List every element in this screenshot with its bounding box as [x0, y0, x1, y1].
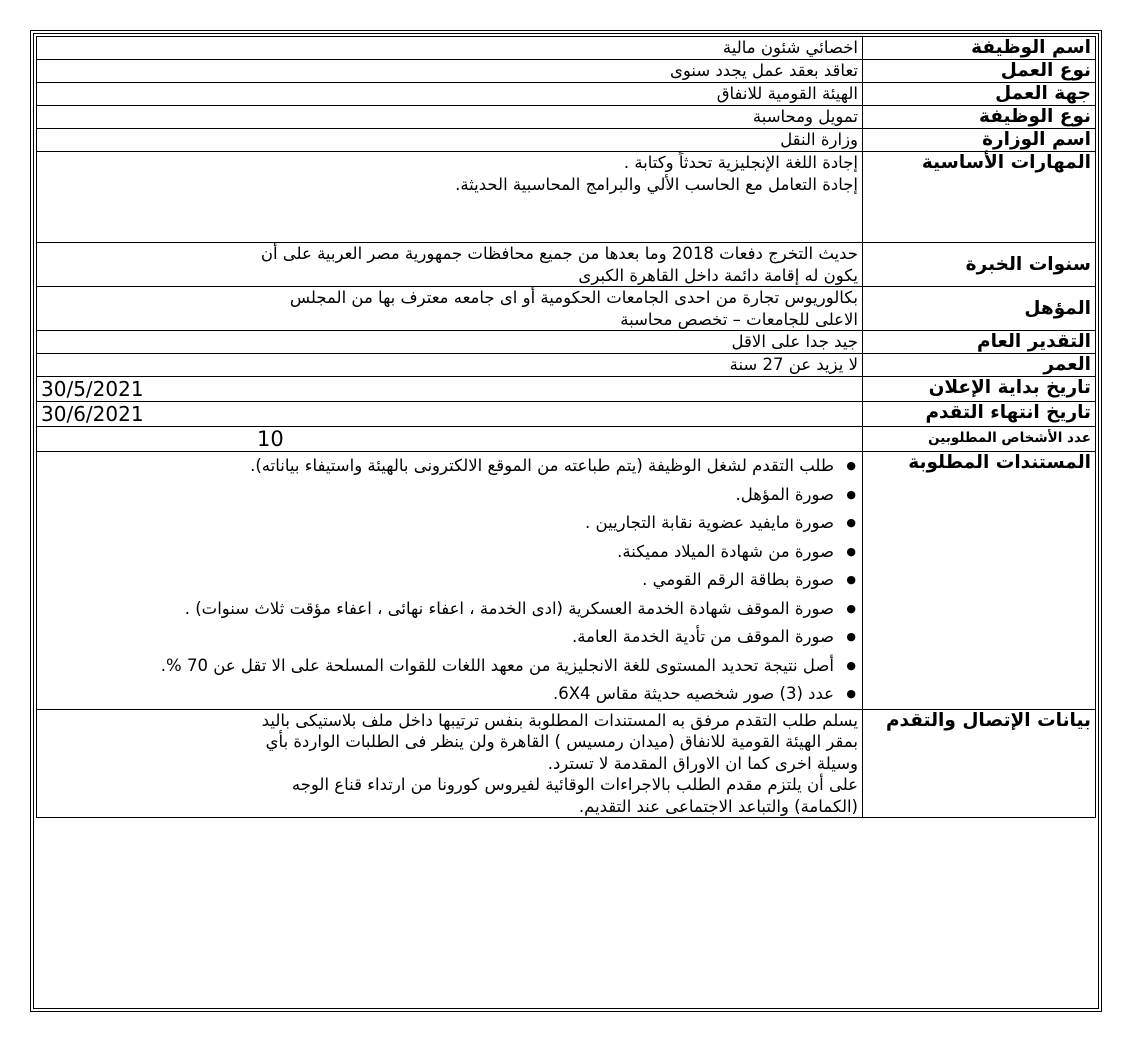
table-row: [37, 106, 1096, 129]
list-item: ● صورة المؤهل.: [41, 481, 834, 510]
contact-line: وسيلة اخرى كما ان الاوراق المقدمة لا تسترد.: [547, 753, 858, 773]
work-type-value: تعاقد بعقد عمل يجدد سنوى: [37, 60, 863, 83]
list-item: ● صورة مايفيد عضوية نقابة التجاريين .: [41, 509, 834, 538]
skills-line: إجادة التعامل مع الحاسب الألي والبرامج المحاسبية الحديثة.: [455, 174, 858, 194]
job-details-table: [36, 36, 1096, 818]
list-item: ● صورة الموقف من تأدية الخدمة العامة.: [41, 623, 834, 652]
ad-end-value: 30/6/2021: [37, 402, 863, 427]
work-type-label: نوع العمل: [863, 60, 1096, 83]
documents-value: [37, 452, 863, 710]
contact-line: بمقر الهيئة القومية للانفاق (ميدان رمسيس ) القاهرة ولن ينظر فى الطلبات الواردة بأي: [265, 732, 858, 751]
documents-list: [41, 452, 858, 709]
table-row: [37, 709, 1096, 818]
skills-value: [37, 152, 863, 243]
table-row: [37, 60, 1096, 83]
table-row: [37, 243, 1096, 287]
contact-line: (الكمامة) والتباعد الاجتماعى عند التقديم.: [578, 796, 858, 816]
list-item: ● صورة بطاقة الرقم القومي .: [41, 566, 834, 595]
qualification-line: الاعلى للجامعات – تخصص محاسبة: [620, 309, 858, 329]
table-row: [37, 402, 1096, 427]
list-item: ● عدد (3) صور شخصيه حديثة مقاس 6X4.: [41, 680, 834, 709]
list-item: ● أصل نتيجة تحديد المستوى للغة الانجليزية من معهد اللغات للقوات المسلحة على الا تقل عن 70 %.: [41, 652, 834, 681]
job-title-label: اسم الوظيفة: [863, 37, 1096, 60]
table-row: [37, 354, 1096, 377]
contact-label: بيانات الإتصال والتقدم: [863, 709, 1096, 818]
job-type-value: تمويل ومحاسبة: [37, 106, 863, 129]
job-type-label: نوع الوظيفة: [863, 106, 1096, 129]
job-title-value: اخصائي شئون مالية: [37, 37, 863, 60]
list-item: ● طلب التقدم لشغل الوظيفة (يتم طباعته من الموقع الالكترونى بالهيئة واستيفاء بياناته).: [41, 452, 834, 481]
count-value: 10: [37, 427, 863, 452]
employer-label: جهة العمل: [863, 83, 1096, 106]
ministry-label: اسم الوزارة: [863, 129, 1096, 152]
table-row: [37, 129, 1096, 152]
employer-value: الهيئة القومية للانفاق: [37, 83, 863, 106]
table-row: [37, 83, 1096, 106]
experience-label: سنوات الخبرة: [863, 243, 1096, 287]
table-row: [37, 152, 1096, 243]
skills-line: إجادة اللغة الإنجليزية تحدثاً وكتابة .: [623, 153, 858, 172]
list-item: ● صورة الموقف شهادة الخدمة العسكرية (ادى الخدمة ، اعفاء نهائى ، اعفاء مؤقت ثلاث سنوات) .: [41, 595, 834, 624]
contact-line: على أن يلتزم مقدم الطلب بالاجراءات الوقائية لفيروس كورونا من ارتداء قناع الوجه: [291, 775, 858, 794]
ministry-value: وزارة النقل: [37, 129, 863, 152]
age-value: لا يزيد عن 27 سنة: [37, 354, 863, 377]
list-item: ● صورة من شهادة الميلاد مميكنة.: [41, 538, 834, 567]
age-label: العمر: [863, 354, 1096, 377]
table-row: [37, 427, 1096, 452]
qualification-label: المؤهل: [863, 287, 1096, 331]
grade-label: التقدير العام: [863, 331, 1096, 354]
contact-value: [37, 709, 863, 818]
experience-value: [37, 243, 863, 287]
count-label: عدد الأشخاص المطلوبين: [863, 427, 1096, 452]
table-row: [37, 37, 1096, 60]
qualification-value: [37, 287, 863, 331]
ad-start-label: تاريخ بداية الإعلان: [863, 377, 1096, 402]
ad-end-label: تاريخ انتهاء التقدم: [863, 402, 1096, 427]
table-row: [37, 452, 1096, 710]
experience-line: حديث التخرج دفعات 2018 وما بعدها من جميع محافظات جمهورية مصر العربية على أن: [260, 244, 858, 263]
table-row: [37, 377, 1096, 402]
grade-value: جيد جدا على الاقل: [37, 331, 863, 354]
documents-label: المستندات المطلوبة: [863, 452, 1096, 710]
table-row: [37, 287, 1096, 331]
contact-line: يسلم طلب التقدم مرفق به المستندات المطلوبة بنفس ترتيبها داخل ملف بلاستيكى باليد: [261, 710, 858, 730]
experience-line: يكون له إقامة دائمة داخل القاهرة الكبرى: [578, 265, 858, 285]
skills-label: المهارات الأساسية: [863, 152, 1096, 243]
table-row: [37, 331, 1096, 354]
ad-start-value: 30/5/2021: [37, 377, 863, 402]
qualification-line: بكالوريوس تجارة من احدى الجامعات الحكومية أو اى جامعه معترف بها من المجلس: [289, 288, 858, 307]
